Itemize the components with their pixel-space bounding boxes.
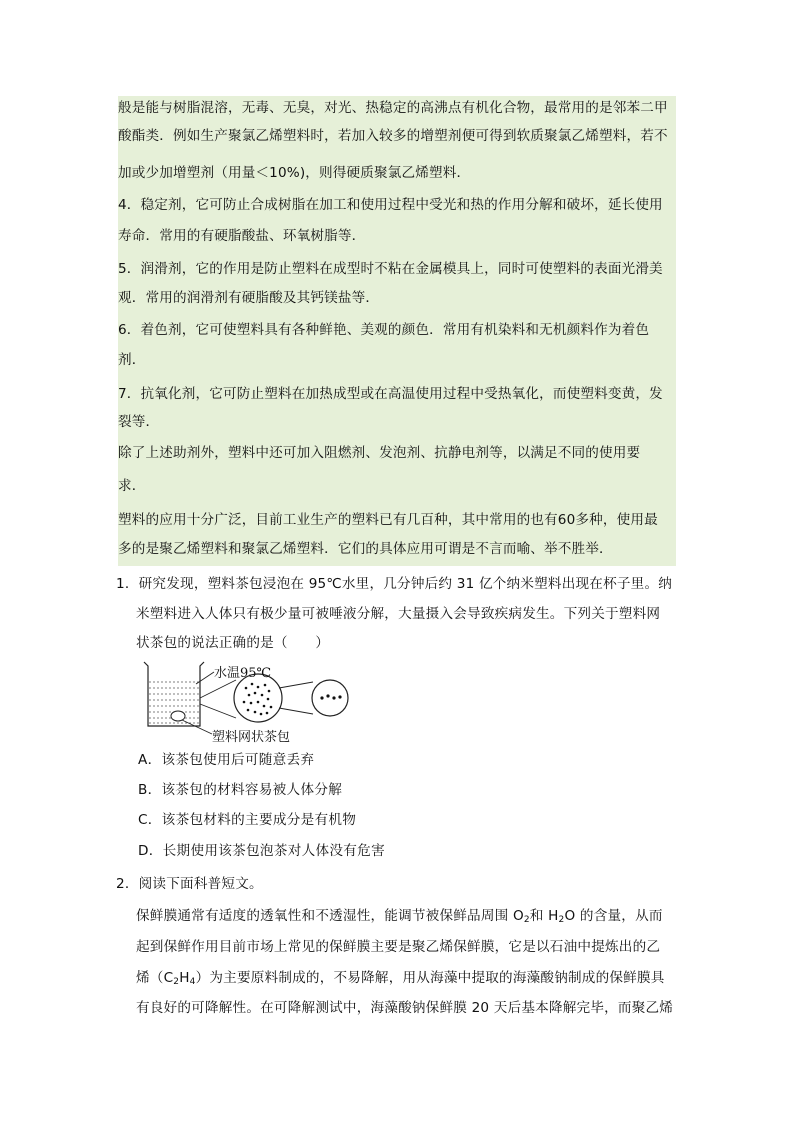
option-a[interactable]: A．该茶包使用后可随意丢弃 [138,752,315,768]
passage-line: 剂． [118,352,146,368]
article-line: 有良好的可降解性。在可降解测试中，海藻酸钠保鲜膜 20 天后基本降解完毕，而聚乙烯 [136,1000,674,1016]
bag-pointer [182,720,212,734]
passage-line: 5．润滑剂，它的作用是防止塑料在成型时不粘在金属模具上，同时可使塑料的表面光滑美 [118,261,663,277]
question-1-stem-line: 米塑料进入人体只有极少量可被唾液分解，大量摄入会导致疾病发生。下列关于塑料网 [136,606,661,622]
passage-line: 观．常用的润滑剂有硬脂酸及其钙镁盐等． [118,290,380,306]
passage-line: 6．着色剂，它可使塑料具有各种鲜艳、美观的颜色．常用有机染料和无机颜料作为着色 [118,322,650,338]
question-1-stem-line: 1．研究发现，塑料茶包浸泡在 95℃水里，几分钟后约 31 亿个纳米塑料出现在杯子里。纳 [116,576,673,592]
passage-line: 般是能与树脂混溶，无毒、无臭，对光、热稳定的高沸点有机化合物，最常用的是邻苯二甲 [118,100,668,116]
passage-line: 多的是聚乙烯塑料和聚氯乙烯塑料．它们的具体应用可谓是不言而喻、举不胜举． [118,541,613,557]
option-c[interactable]: C．该茶包材料的主要成分是有机物 [138,812,357,828]
magnified-circle [234,674,282,722]
water-temp-label: 水温95℃ [214,666,272,681]
passage-line: 裂等． [118,414,160,430]
passage-line: 加或少加增塑剂（用量＜10%)，则得硬质聚氯乙烯塑料． [118,165,471,181]
article-line: 起到保鲜作用目前市场上常见的保鲜膜主要是聚乙烯保鲜膜，它是以石油中提炼出的乙 [136,939,661,955]
passage-line: 酸酯类．例如生产聚氯乙烯塑料时，若加入较多的增塑剂便可得到软质聚氯乙烯塑料，若不 [118,128,668,144]
question-1-stem-line: 状茶包的说法正确的是（ ） [136,635,330,651]
option-d[interactable]: D．长期使用该茶包泡茶对人体没有危害 [138,843,385,859]
passage-line: 7．抗氧化剂，它可防止塑料在加热成型或在高温使用过程中受热氧化，而使塑料变黄，发 [118,386,663,402]
passage-line: 塑料的应用十分广泛，目前工业生产的塑料已有几百种，其中常用的也有60多种，使用最 [118,512,658,528]
passage-line: 求． [118,478,146,494]
article-line: 保鲜膜通常有适度的透氧性和不透湿性，能调节被保鲜品周围 $O_2$和 $H_2O$ 的含量，从而 [136,908,663,925]
passage-line: 除了上述助剂外，塑料中还可加入阻燃剂、发泡剂、抗静电剂等，以满足不同的使用要 [118,445,641,461]
article-line: 烯$(C_2H_4)$为主要原料制成的，不易降解，用从海藻中提取的海藻酸钠制成的保鲜膜具 [136,970,665,987]
zoomed-circle [312,680,348,716]
question-2-stem: 2．阅读下面科普短文。 [116,876,263,892]
tea-bag-shape [171,711,185,721]
passage-line: 寿命．常用的有硬脂酸盐、环氧树脂等． [118,228,366,244]
passage-line: 4．稳定剂，它可防止合成树脂在加工和使用过程中受光和热的作用分解和破坏，延长使用 [118,197,663,213]
option-b[interactable]: B．该茶包的材料容易被人体分解 [138,782,343,798]
tea-bag-figure [138,660,378,744]
tea-bag-label: 塑料网状茶包 [212,730,291,745]
water-pointer [196,672,214,684]
